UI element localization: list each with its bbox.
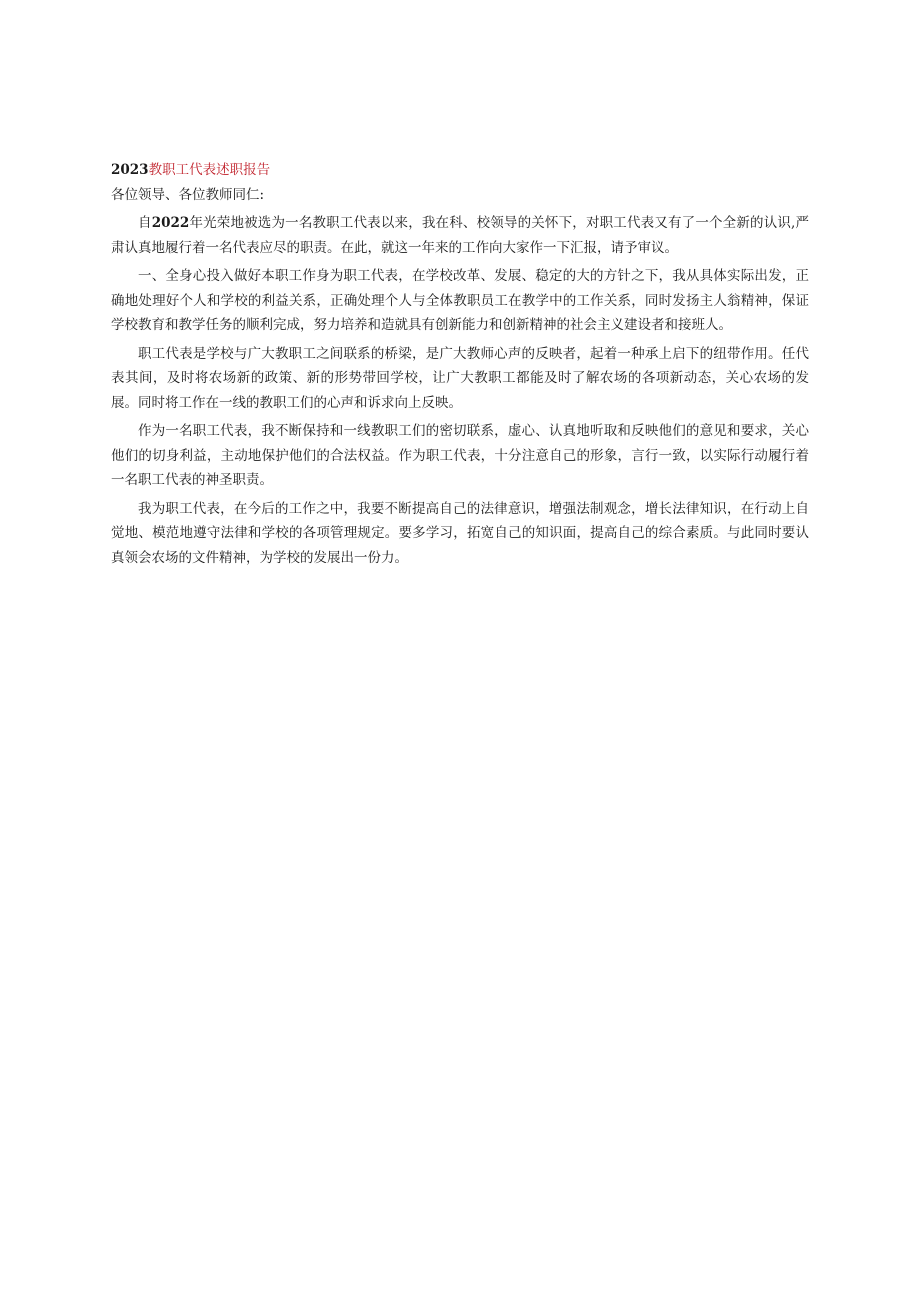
salutation: 各位领导、各位教师同仁: (111, 187, 265, 203)
title-year: 2023 (111, 162, 149, 178)
paragraph-1 (111, 211, 809, 260)
paragraph-1-text: 年光荣地被选为一名教职工代表以来，我在科、校领导的关怀下，对职工代表又有了一个全新的认识,严肃认真地履行着一名代表应尽的职责。在此，就这一年来的工作向大家作一下汇报，请予审议。 (111, 215, 810, 256)
paragraph-1-lead: 自 (138, 215, 152, 231)
document-title (111, 160, 809, 180)
paragraph-2: 一、全身心投入做好本职工作身为职工代表，在学校改革、发展、稳定的大的方针之下，我从具体实际出发，正确地处理好个人和学校的利益关系，正确处理个人与全体教职员工在教学中的工作关系，同时发扬主人翁精神，保证学校教育和教学任务的顺利完成，努力培养和造就具有创新能力和创新精神的社会主义建设者和接班人。 (111, 268, 809, 333)
paragraph-1-year: 2022 (151, 215, 190, 231)
paragraph-3: 职工代表是学校与广大教职工之间联系的桥梁，是广大教师心声的反映者，起着一种承上启下的纽带作用。任代表其间，及时将农场新的政策、新的形势带回学校，让广大教职工都能及时了解农场的各项新动态，关心农场的发展。同时将工作在一线的教职工们的心声和诉求向上反映。 (111, 345, 809, 411)
paragraph-5: 我为职工代表，在今后的工作之中，我要不断提高自己的法律意识，增强法制观念，增长法律知识，在行动上自觉地、模范地遵守法律和学校的各项管理规定。要多学习，拓宽自己的知识面，提高自己的综合素质。与此同时要认真领会农场的文件精神，为学校的发展出一份力。 (111, 500, 809, 566)
title-text: 教职工代表述职报告 (148, 162, 271, 178)
document-page (111, 160, 809, 574)
paragraph-4: 作为一名职工代表，我不断保持和一线教职工们的密切联系，虚心、认真地听取和反映他们的意见和要求，关心他们的切身利益，主动地保护他们的合法权益。作为职工代表，十分注意自己的形象，言行一致，以实际行动履行着一名职工代表的神圣职责。 (111, 423, 809, 488)
